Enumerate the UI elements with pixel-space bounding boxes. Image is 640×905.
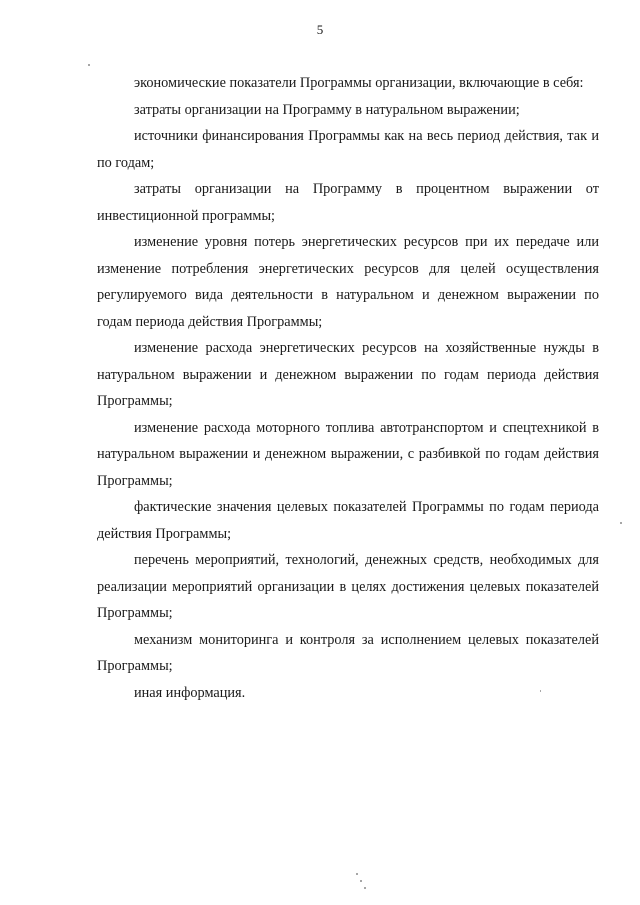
paragraph-funding-sources: источники финансирования Программы как на весь период действия, так и по годам;	[97, 128, 599, 171]
paragraph-costs-natural: затраты организации на Программу в натуральном выражении;	[134, 101, 520, 118]
paragraph-monitoring: механизм мониторинга и контроля за исполнением целевых показателей Программы;	[97, 631, 599, 674]
paragraph-costs-percent: затраты организации на Программу в процентном выражении от инвестиционной программы;	[97, 181, 599, 224]
paragraph-economic-indicators: экономические показатели Программы организации, включающие в себя:	[134, 75, 584, 91]
scan-speck	[88, 64, 90, 66]
paragraph-measures-list: перечень мероприятий, технологий, денежных средств, необходимых для реализации мероприятий организации в целях достижения целевых показателей Программы;	[97, 552, 599, 621]
paragraph-target-values: фактические значения целевых показателей Программы по годам периода действия Программы;	[97, 499, 599, 542]
scan-speck	[540, 690, 541, 692]
scan-speck	[620, 522, 622, 524]
document-body	[97, 70, 599, 706]
page-number: 5	[316, 22, 324, 37]
paragraph-loss-change: изменение уровня потерь энергетических ресурсов при их передаче или изменение потребления энергетических ресурсов для целей осуществления регулируемого вида деятельности в натуральном и денежном выражении по годам периода действия Программы;	[97, 234, 599, 330]
paragraph-household-consumption: изменение расхода энергетических ресурсов на хозяйственные нужды в натуральном выражении и денежном выражении по годам периода действия Программы;	[97, 340, 599, 409]
scan-speck	[356, 873, 358, 875]
scan-speck	[360, 880, 362, 882]
paragraph-other-info: иная информация.	[134, 684, 246, 701]
paragraph-fuel-consumption: изменение расхода моторного топлива автотранспортом и спецтехникой в натуральном выражении и денежном выражении, с разбивкой по годам действия Программы;	[97, 419, 599, 489]
scan-speck	[364, 887, 366, 889]
